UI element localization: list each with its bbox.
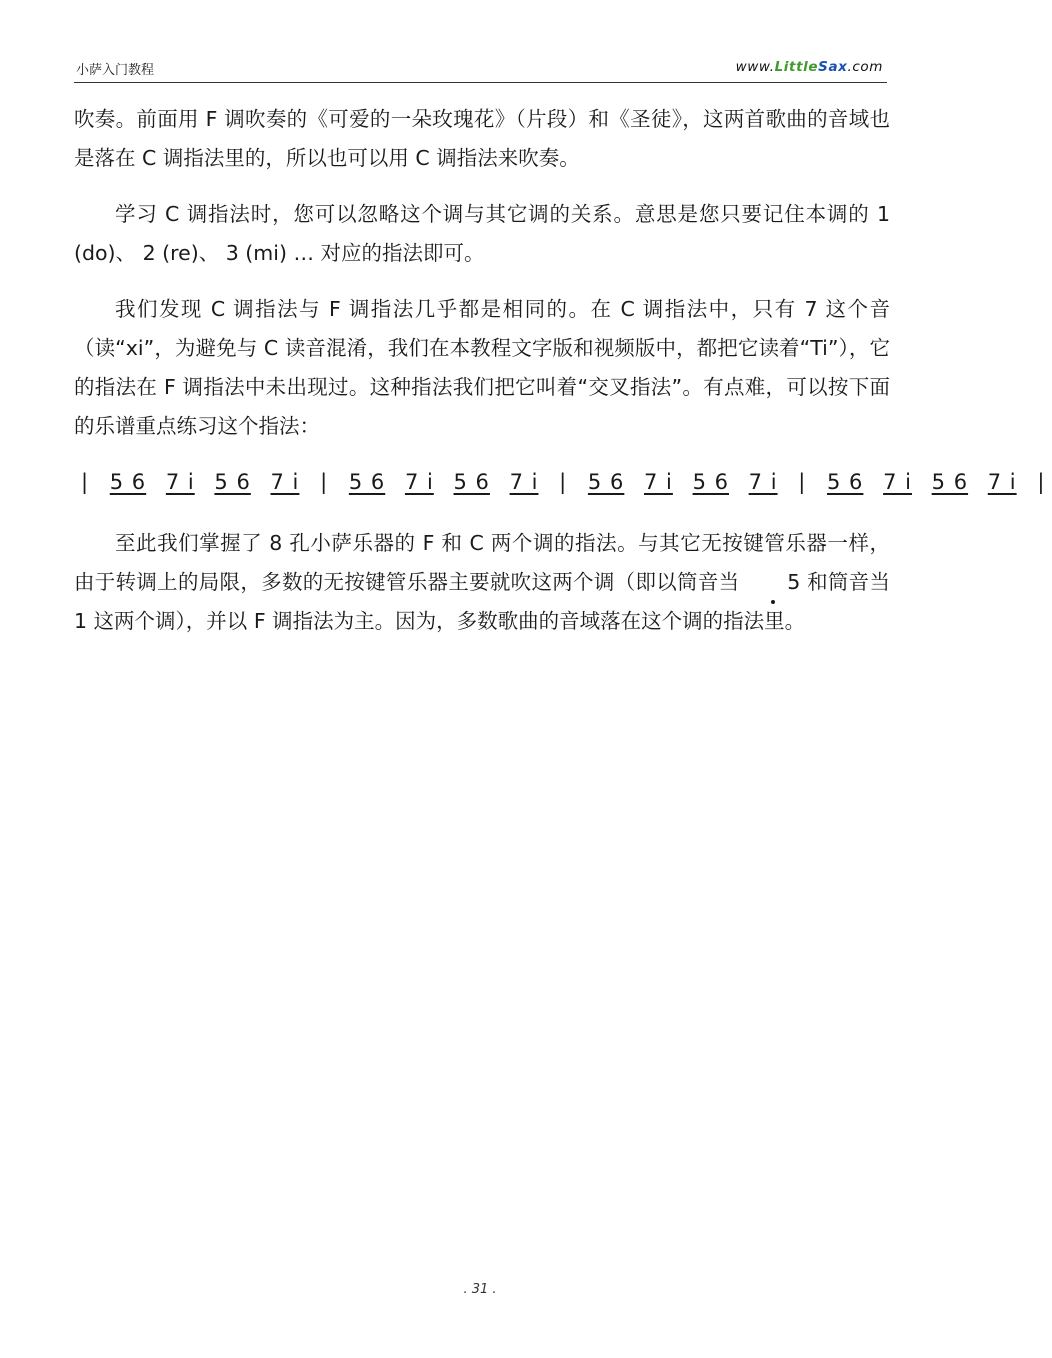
site-prefix: www.: [735, 59, 775, 75]
header-title: 小萨入门教程: [76, 63, 155, 78]
paragraph-1: 吹奏。前面用 F 调吹奏的《可爱的一朵玫瑰花》（片段）和《圣徒》，这两首歌曲的音域也是落在 C 调指法里的，所以也可以用 C 调指法来吹奏。: [74, 107, 890, 170]
note-group: 7 i: [987, 470, 1017, 494]
bar-line: |: [798, 470, 807, 494]
paragraph-4: [74, 524, 890, 641]
low-note-5: 5: [746, 563, 800, 602]
site-little: Little: [774, 59, 819, 75]
note-group: 5 6: [827, 470, 864, 494]
note-group: 7 i: [165, 470, 195, 494]
note-group: 5 6: [453, 470, 490, 494]
note-group: 5 6: [214, 470, 251, 494]
note-group: 7 i: [644, 470, 673, 494]
paragraph-4-part-a: 至此我们掌握了 8 孔小萨乐器的 F 和 C 两个调的指法。与其它无按键管乐器一样，由于转调上的局限，多数的无按键管乐器主要就吹这两个调（即以筒音当: [74, 531, 890, 594]
note-group: 7 i: [404, 470, 434, 494]
page-header: [74, 58, 887, 83]
note-group: 7 i: [509, 470, 539, 494]
site-sax: Sax: [818, 59, 848, 75]
note-group: 7 i: [270, 470, 300, 494]
page-content: [74, 100, 1046, 658]
paragraph-4-part-b: 和筒音当 1 这两个调），并以 F 调指法为主。因为，多数歌曲的音域落在这个调的指法里。: [74, 570, 890, 633]
note-group: 5 6: [587, 470, 625, 494]
note-group: 5 6: [692, 470, 729, 494]
header-website: [736, 59, 883, 75]
note-group: 7 i: [748, 470, 778, 494]
note-group: 5 6: [109, 470, 147, 494]
paragraph-2: 学习 C 调指法时，您可以忽略这个调与其它调的关系。意思是您只要记住本调的 1 (do)、 2 (re)、 3 (mi) … 对应的指法即可。: [74, 202, 890, 265]
note-group: 5 6: [931, 470, 969, 494]
bar-line: |: [559, 470, 568, 494]
bar-line: |: [81, 470, 90, 494]
bar-line: |: [320, 470, 329, 494]
note-group: 7 i: [883, 470, 912, 494]
page-number: . 31 .: [463, 1282, 497, 1297]
bar-line: |: [1037, 470, 1046, 494]
site-suffix: .com: [847, 59, 883, 75]
music-notation: [74, 463, 1046, 502]
note-group: 5 6: [348, 470, 386, 494]
paragraph-3: 我们发现 C 调指法与 F 调指法几乎都是相同的。在 C 调指法中，只有 7 这个音（读“xi”，为避免与 C 读音混淆，我们在本教程文字版和视频版中，都把它读着“Ti”），它的指法在 F 调指法中未出现过。这种指法我们把它叫着“交叉指法”。有点难，可以按下面的乐谱重点练习这个指法：: [74, 297, 890, 438]
